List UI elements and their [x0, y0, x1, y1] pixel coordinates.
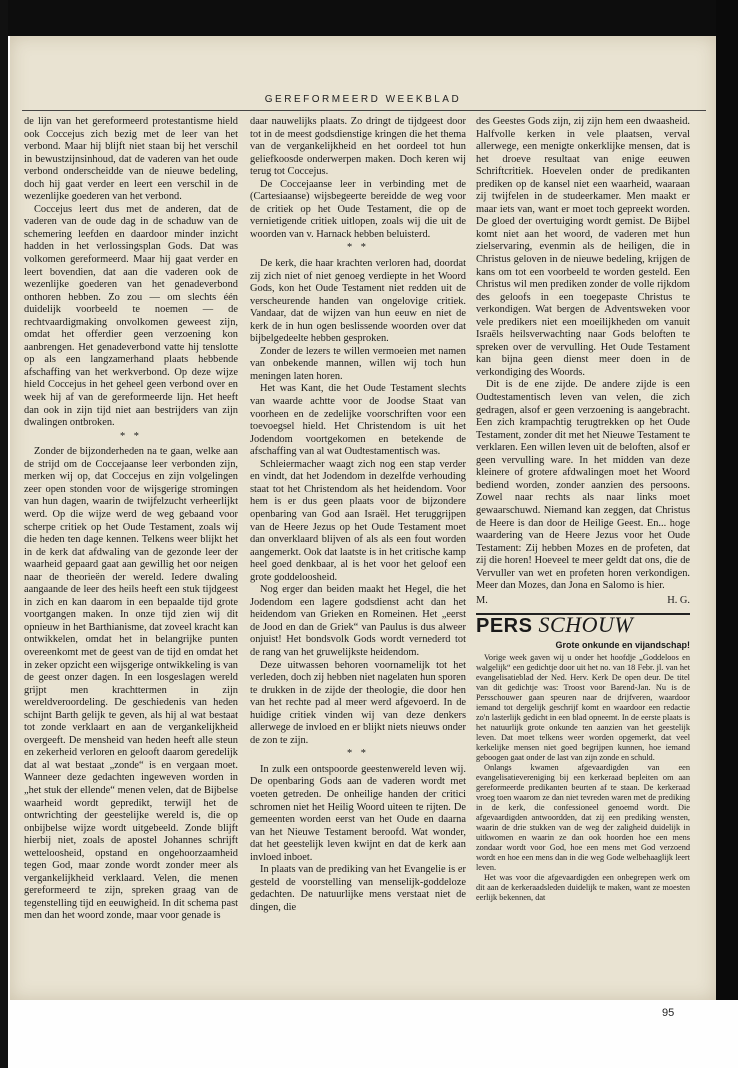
paragraph: Zonder de lezers te willen vermoeien met namen van onbekende mannen, willen wij toch hun meningen laten horen. [250, 345, 466, 382]
running-header: GEREFORMEERD WEEKBLAD [264, 94, 462, 105]
scan-border-right [716, 0, 738, 1000]
paragraph: Het was Kant, die het Oude Testament slechts van waarde achtte voor de Joodse Staat van voorheen en de zedelijke voorschriften voor een toevoegsel hield. Het Christendom is uit het Jodendom voortgekomen en betekende de afschaffing van al wat Oudtestamentisch was. [250, 383, 466, 458]
section-stars: * * [347, 242, 369, 254]
section-stars: * * [347, 748, 369, 760]
paragraph: de lijn van het gereformeerd protestantisme hield ook Coccejus zich bezig met de leer van het verbond. Maar hij blijft niet staan bij het verschil in bewustzijnsinhoud, dat de vaderen van het oude verbond onderscheidde van de nieuwe bedeling, doch hij gaat verder en leert een verschil in de wezenlijke goederen van het verbond. [24, 116, 238, 203]
signature-left: M. [476, 594, 488, 606]
persschouw-section [476, 613, 690, 903]
paragraph: In plaats van de prediking van het Evangelie is er gesteld de voorstelling van menselijk-goddeloze gedachten. De natuurlijke mens verstaat niet de dingen, die [250, 864, 466, 913]
scan-border-left [0, 0, 8, 1068]
column-1 [24, 116, 238, 923]
persschouw-subtitle: Grote onkunde en vijandschap! [555, 639, 690, 650]
persschouw-body [476, 653, 690, 903]
paragraph: Schleiermacher waagt zich nog een stap verder en vindt, dat het Jodendom in dezelfde verhouding staat tot het Christendom als het heidendom. Voor hem is er dus geen plaats voor de bijzondere openbaring van God aan Israël. Het teruggrijpen van de Heere Jezus op het Oude Testament moet dan onverklaard blijven of als als een fout worden aangemerkt. Ook dat laatste is in het critische kamp heel goed denkbaar, al is het voor het geloof een grote goddeloosheid. [250, 458, 466, 583]
signature-right: H. G. [667, 594, 690, 606]
persschouw-title [476, 612, 690, 638]
paragraph: daar nauwelijks plaats. Zo dringt de tijdgeest door tot in de meest godsdienstige kringen die het thema van de vergankelijkheid en het oordeel tot hun geliefkoosde onderwerpen maken. Doch keren wij terug tot Coccejus. [250, 116, 466, 178]
persschouw-title-b: SCHOUW [538, 612, 634, 638]
paragraph: Vorige week gaven wij u onder het hoofdje „Goddeloos en walgelijk“ een gedichtje door uit het no. van 18 Febr. jl. van het evangelisatieblad der Ned. Herv. Kerk De open deur. De titel van dit gedichtje was: Troost voor Barend-Jan. Nu is de Persschouwer gaan speuren naar de drijfveren, waardoor iemand tot dergelijk geschrijf komt en waardoor een redactie zo'n lasterlijk gedicht in een blad opneemt. In de eerste plaats is het natuurlijk grote onkunde ten aanzien van het geestelijk leven. Dat moet telkens weer worden opgemerkt, dat veel kerkelijke mensen niet goed begrijpen kunnen, hoe iemand geboogen gaat onder de last van zijn zonde en schuld. [476, 653, 690, 763]
magazine-page [10, 36, 716, 1019]
paragraph: De kerk, die haar krachten verloren had, doordat zij zich niet of niet genoeg verdiepte in het Woord Gods, kon het Oude Testament niet redden uit de verscheurende handen van ongelovige critiek. Vandaar, dat de wijzen van hun eeuw en niet de kerk de in hun ogen beslissende woorden over dat bijbelgedeelte hebben gesproken. [250, 258, 466, 345]
paragraph: Onlangs kwamen afgevaardigden van een evangelisatievereniging bij een kerkeraad bepleiten om aan gereformeerde predikanten beurten af te staan. De kerkeraad vroeg toen waarom ze dan niet tevreden waren met de prediking in de kerk, die confessioneel genoemd wordt. Die afgevaardigden antwoordden, dat zij een prediking wensten, waarin de drie stukken van de weg der zaligheid duidelijk in uitkwomen en waarin ze dan ook hoorden hoe een mens zondaar wordt voor God, hoe een mens met God verzoend wordt en hoe een mens dan in die weg Gode welbehaaglijk leert leven. [476, 763, 690, 873]
paragraph: des Geestes Gods zijn, zij zijn hem een dwaasheid. Halfvolle kerken in vele plaatsen, verval allerwege, een menigte onkerklijke mensen, dat is het droeve resultaat van enige eeuwen Schriftcritiek. Hoevelen onder de predikanten prediken op de kansel niet een waarheid, waaraan zij twijfelen in de studeerkamer. Men maakt er maar iets van, want er moet toch gepreekt worden. De gloed der overtuiging wordt gemist. De Bijbel komt niet aan het woord, de vaderen met hun zielservaring, evenmin als de heiligen, die in Christus geloven in de nieuwe bedeling, krijgen de kans om tot een voorbeeld te worden gesteld. Een Christus wil men prediken zonder de volle rijkdom des geloofs in een toegepaste Christus te verkondigen. Wat bergen de Adventsweken voor vele predikers niet een moeilijkheden om vanuit Israëls heilsverwachting naar Gods beloften te spreken over de vervulling. Het Oude Testament kan bijna geen dienst meer doen in de verkondiging des Woords. [476, 116, 690, 378]
persschouw-title-a: PERS [476, 615, 533, 638]
paragraph: Zonder de bijzonderheden na te gaan, welke aan de strijd om de Coccejaanse leer verbonden zijn, merken wij op, dat Coccejus en zijn volgelingen zeer open stonden voor de wijsgerige stromingen van hun dagen, waarin de twijfelzucht verheerlijkt werd. Op die wijze werd de weg gebaand voor scherpe critiek op het Oude Testament, zoals wij die heden ten dage kennen. Telkens weer blijkt het in de kerk dat afdwaling van de gezonde leer der waarheid gepaard gaat aan gewillig het oor neigen naar de theorieën der wereld. Iedere dwaling aangaande de leer des heils heeft een stuk tijdgeest in zich en kan daarom in een bepaalde tijd grote voortgangen maken. In onze tijd zien wij dit opnieuw in het Barthianisme, dat zoveel kracht kan ontwikkelen, omdat het in belangrijke punten overeenkomt met de geest van de tijd en omdat het in zeker opzicht een wijsgerige ontwikkeling is van de geest onzer dagen. In een losgeslagen wereld grijpt men krachttermen in zijn wereldveroordeling. De geschiedenis van heden schijnt Barth gelijk te geven, als hij al wat bestaat tot zonde verklaart en aan de vergankelijkheid overgeeft. De mensheid van heden heeft alle steun en zekerheid verloren en gelooft daarom geredelijk dat al wat bestaat „zonde“ is en vergaan moet. Wanneer deze gedachten ingeweven worden in „het stuk der ellende“ menen velen, dat de Bijbelse waarheid wordt gepredikt, terwijl het de ontwrichting der geestelijke wereld is, die op onbijbelse wijze wordt uitgebeeld. Zonde blijft hierbij niet, zoals de apostel Johannes schrijft wetteloosheid, opstand en ongehoorzaamheid tegen God, maar zonde wordt zonder meer als vergankelijkheid verklaard. Velen, die menen gereformeerd te zijn, spreken graag van de tegenstelling tijd en eeuwigheid. In dit schema past men dan het woord zonde, maar voor genade is [24, 446, 238, 922]
signature-line [476, 595, 690, 608]
paragraph: Coccejus leert dus met de anderen, dat de vaderen van de oude dag in de schaduw van de schemering leefden en daardoor minder inzicht hadden in het verlossingsplan Gods. Dat was volkomen gereformeerd. Maar hij gaat verder en leert bovendien, dat aan die vaderen ook de wezenlijke goederen van het genadeverbond onthoren hebben. Zo zou — om slechts één duidelijk voorbeeld te noemen — de rechtvaardigmaking onvolkomen geweest zijn, omdat het offerdier geen verzoening kon aanbrengen. Het genadeverbond vatte hij tenslotte op als een langzamerhand plaats hebbende afschaffing van het werkverbond. Op deze wijze hield Coccejus in het geheel geen verbond over en week hij af van de gereformeerde lijn. Het heeft dan ook in zijn tijd niet aan bestrijders van zijn dwalingen ontbroken. [24, 203, 238, 429]
paragraph: Deze uitwassen behoren voornamelijk tot het verleden, doch zij hebben niet nagelaten hun sporen te drukken in de zijde der theologie, die door hen van het rechte pad al meer werd afgevoerd. In de huidige critiek vinden wij van deze denkers allerwege de invloed en er blijkt niets nieuws onder de zon te zijn. [250, 659, 466, 746]
page-number: 95 [662, 1007, 675, 1019]
section-stars: * * [120, 430, 142, 442]
column-3 [476, 116, 690, 903]
paragraph: Nog erger dan beiden maakt het Hegel, die het Jodendom een lagere godsdienst acht dan het heidendom van Grieken en Romeinen. Het „eerst de Jood en dan de Griek“ van Paulus is dus alweer onjuist! Het bondsvolk Gods wordt vernederd tot de rang van het gruwelijkste heidendom. [250, 584, 466, 658]
paragraph: In zulk een ontspoorde geestenwereld leven wij. De openbaring Gods aan de vaderen wordt met voeten getreden. De onheilige handen der critici schromen niet het Heilig Woord uiteen te rijten. De gemeenten worden eerst van het Oude en daarna van het Nieuwe Testament beroofd. Wat wonder, dat het geestelijk leven kwijnt en dat de kerk aan invloed inboet. [250, 763, 466, 863]
header-rule [22, 110, 706, 111]
paragraph: Dit is de ene zijde. De andere zijde is een Oudtestamentisch leven van velen, die zich gedragen, alsof er geen verzoening is aangebracht. Een zich krampachtig terugtrekken op het Oude Testament, zonder dit met het Nieuwe Testament te verklaren. Een willen leven uit de beloften, alsof er geen vervulling ware. In het midden van deze kleinere of grotere afdwalingen moet het Woord bediend worden, zonder aanzien des persoons. Zowel naar rechts als naar links moet gewaarschuwd. Niemand kan zeggen, dat Christus de Heere is dan door de Heilige Geest. En... hoge waardering van de Heere Jezus voor het Oude Testament: Zij hebben Mozes en de profeten, dat zij die horen! Hoeveel te meer geldt dat ons, die de Vervuller van wet en profeten horen verkondigen. Meer dan Mozes, dan Jona en Salomo is hier. [476, 379, 690, 592]
paragraph: De Coccejaanse leer in verbinding met de (Cartesiaanse) wijsbegeerte bereidde de weg voor de critiek op het Oude Testament, die op de vernietigende critiek uitlopen, zoals wij die uit de woorden van v. Harnack hebben beluisterd. [250, 178, 466, 240]
scan-border-top [0, 0, 738, 36]
column-2 [250, 116, 466, 914]
paragraph: Het was voor die afgevaardigden een onbegrepen werk om dit aan de kerkeraadsleden duidelijk te maken, want ze moesten eerlijk bekennen, dat [476, 873, 690, 903]
